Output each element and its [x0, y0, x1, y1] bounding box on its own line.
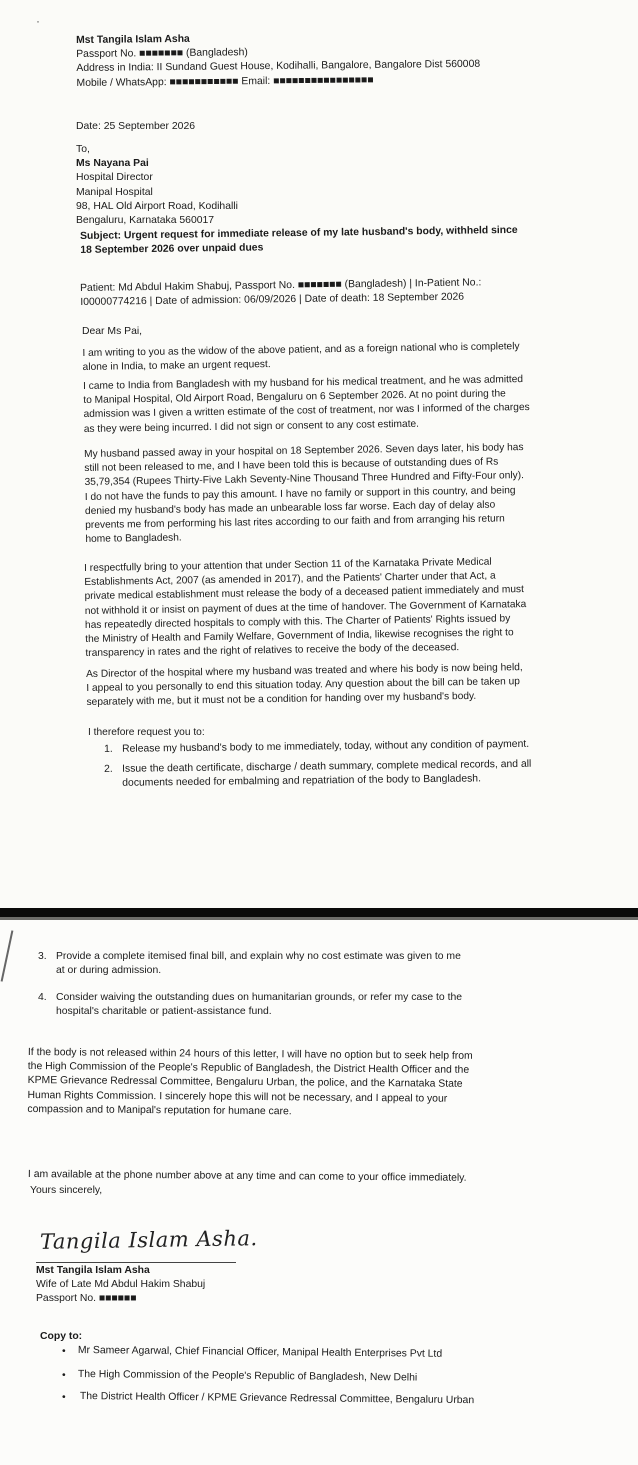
copy-to-text: The District Health Officer / KPME Grievance Redressal Committee, Bengaluru Urban [79, 1391, 475, 1407]
bullet-icon: • [62, 1370, 66, 1381]
paragraph-line: prevents me from performing his last rites according to our faith and from arranging his return [85, 513, 505, 532]
recipient-name: Ms Nayana Pai [76, 158, 149, 170]
signer-passport: Passport No. ■■■■■■ [36, 1293, 137, 1304]
closing-line: If the body is not released within 24 hours of this letter, I will have no option but to seek help from [27, 1047, 473, 1062]
closing-line: Human Rights Commission. I sincerely hope this will not be necessary, and I appeal to your [27, 1089, 448, 1105]
paragraph-line: has repeatedly directed hospitals to comply with this. The Charter of Patients' Rights issued by [84, 613, 511, 631]
signoff-text: Yours sincerely, [30, 1185, 103, 1196]
signoff [30, 1184, 102, 1198]
copy-to-label [40, 1330, 82, 1344]
closing-paragraph [27, 1046, 472, 1121]
paragraph-line: I respectfully bring to your attention that under Section 11 of the Karnataka Private Medical [84, 556, 492, 574]
paragraph-1 [82, 320, 520, 375]
subject-line [80, 224, 518, 259]
request-text: Release my husband's body to me immediately, today, without any condition of payment. [122, 738, 530, 755]
request-intro-text: I therefore request you to: [88, 727, 205, 738]
subject-line-1: Subject: Urgent request for immediate release of my late husband's body, withheld since [80, 224, 518, 242]
recipient-street: 98, HAL Old Airport Road, Kodihalli [76, 200, 238, 212]
recipient-block [76, 143, 238, 228]
request-line: hospital's charitable or patient-assistance fund. [56, 1006, 272, 1018]
paragraph-line: I appeal to you personally to end this situation today. Any question about the bill can be taken up [86, 676, 521, 695]
paragraph-line: 35,79,354 (Rupees Thirty-Five Lakh Seventy-Nine Thousand Three Hundred and Fifty-Four only). [84, 470, 525, 489]
recipient-city: Bengaluru, Karnataka 560017 [76, 215, 215, 227]
request-line: Consider waiving the outstanding dues on humanitarian grounds, or refer my case to the [56, 992, 463, 1003]
closing-line: the High Commission of the People's Republic of Bangladesh, the District Health Officer and the [27, 1061, 470, 1077]
signer-block [36, 1264, 205, 1306]
request-text [56, 991, 462, 1019]
request-number: 4. [38, 992, 47, 1003]
request-intro [88, 726, 205, 740]
paragraph-line: transparency in rates and the right of relatives to receive the body of the deceased. [85, 642, 460, 660]
request-line: at or during admission. [56, 965, 162, 977]
paragraph-line: I am writing to you as the widow of the above patient, and as a foreign national who is completely [82, 341, 520, 359]
request-line: documents needed for embalming and repatriation of the body to Bangladesh. [122, 773, 482, 789]
sender-name: Mst Tangila Islam Asha [76, 33, 190, 46]
copy-to-text: Mr Sameer Agarwal, Chief Financial Officer, Manipal Health Enterprises Pvt Ltd [77, 1345, 443, 1360]
paragraph-line: I do not have the funds to pay this amount. I have no family or support in this country, and being [84, 484, 516, 503]
sender-address: Address in India: II Sundand Guest House, Kodihalli, Bangalore, Bangalore Dist 560008 [76, 59, 481, 75]
paragraph-line: home to Bangladesh. [85, 532, 182, 546]
bullet-icon: • [62, 1392, 66, 1403]
letter-date [76, 120, 195, 134]
request-number: 1. [104, 743, 113, 755]
request-number: 3. [38, 951, 47, 962]
paragraph-line: My husband passed away in your hospital on 18 September 2026. Seven days later, his body has [84, 442, 524, 460]
signature-underline [36, 1262, 236, 1263]
recipient-title: Hospital Director [76, 172, 153, 184]
paragraph-line: I came to India from Bangladesh with my husband for his medical treatment, and he was admitted [83, 374, 524, 392]
patient-details [80, 276, 482, 310]
request-text [56, 950, 461, 978]
salutation-text: Dear Ms Pai, [82, 326, 143, 337]
paragraph-5 [86, 661, 523, 710]
paragraph-line: as they were being incurred. I did not sign or consent to any cost estimate. [83, 418, 420, 435]
paragraph-line: separately with me, but it must not be a condition for handing over my husband's body. [86, 691, 477, 709]
paragraph-line: not withhold it or insist on payment of dues at the time of handover. The Government of Karnataka [84, 598, 527, 617]
paragraph-line: still not been released to me, and I have been told this is because of outstanding dues of Rs [84, 456, 499, 475]
handwritten-signature: Tangila Islam Asha. [39, 1226, 258, 1254]
subject-line-2: 18 September 2026 over unpaid dues [80, 242, 264, 257]
closing-line: compassion and to Manipal's reputation for humane care. [27, 1103, 292, 1118]
bullet-icon: • [62, 1346, 66, 1357]
date-text: Date: 25 September 2026 [76, 121, 195, 132]
copy-to-text: The High Commission of the People's Republic of Bangladesh, New Delhi [77, 1369, 418, 1384]
sender-contact: Mobile / WhatsApp: ■■■■■■■■■■■ Email: ■■■■■■■■■■■■■■■■ [76, 74, 374, 89]
paragraph-line: the Ministry of Health and Family Welfare, Government of India, likewise recognises the right to [85, 627, 514, 646]
request-line: Provide a complete itemised final bill, and explain why no cost estimate was given to me [56, 951, 461, 962]
recipient-org: Manipal Hospital [76, 186, 153, 198]
corner-mark: · [36, 14, 40, 28]
paragraph-2 [83, 373, 530, 437]
patient-line-2: I00000774216 | Date of admission: 06/09/2026 | Date of death: 18 September 2026 [80, 291, 465, 309]
paragraph-line: private medical establishment must release the body of a deceased patient immediately and must [84, 584, 525, 603]
paragraph-3 [84, 441, 525, 547]
patient-line-1: Patient: Md Abdul Hakim Shabuj, Passport No. ■■■■■■■ (Bangladesh) | In-Patient No.: [80, 277, 482, 294]
request-text [122, 758, 532, 791]
paragraph-line: Establishments Act, 2007 (as amended in 2017), and the Patients' Charter under that Act, a [84, 570, 496, 589]
recipient-to: To, [76, 144, 90, 155]
request-number: 2. [104, 763, 113, 775]
paragraph-line: denied my husband's body has made an unbearable loss far worse. Each day of delay also [84, 499, 496, 517]
availability-text: I am available at the phone number above at any time and can come to your office immediately. [27, 1169, 467, 1184]
signer-name: Mst Tangila Islam Asha [36, 1265, 150, 1276]
paragraph-line: As Director of the hospital where my husband was treated and where his body is now being held, [86, 662, 523, 680]
paragraph-4 [84, 555, 527, 661]
paragraph-line: to Manipal Hospital, Old Airport Road, Bengaluru on 6 September 2026. At no point during the [83, 388, 506, 407]
closing-line: KPME Grievance Redressal Committee, Bengaluru Urban, the police, and the Karnataka State [27, 1075, 463, 1091]
copy-to-heading: Copy to: [40, 1331, 83, 1342]
signer-relation: Wife of Late Md Abdul Hakim Shabuj [36, 1279, 206, 1290]
paragraph-line: admission was I given a written estimate of the cost of treatment, nor was I informed of the charges [83, 402, 530, 421]
sender-header [76, 30, 480, 91]
sender-passport: Passport No. ■■■■■■■ (Bangladesh) [76, 47, 248, 61]
request-line: Issue the death certificate, discharge / death summary, complete medical records, and all [122, 758, 532, 775]
paragraph-line: alone in India, to make an urgent request. [82, 359, 271, 374]
